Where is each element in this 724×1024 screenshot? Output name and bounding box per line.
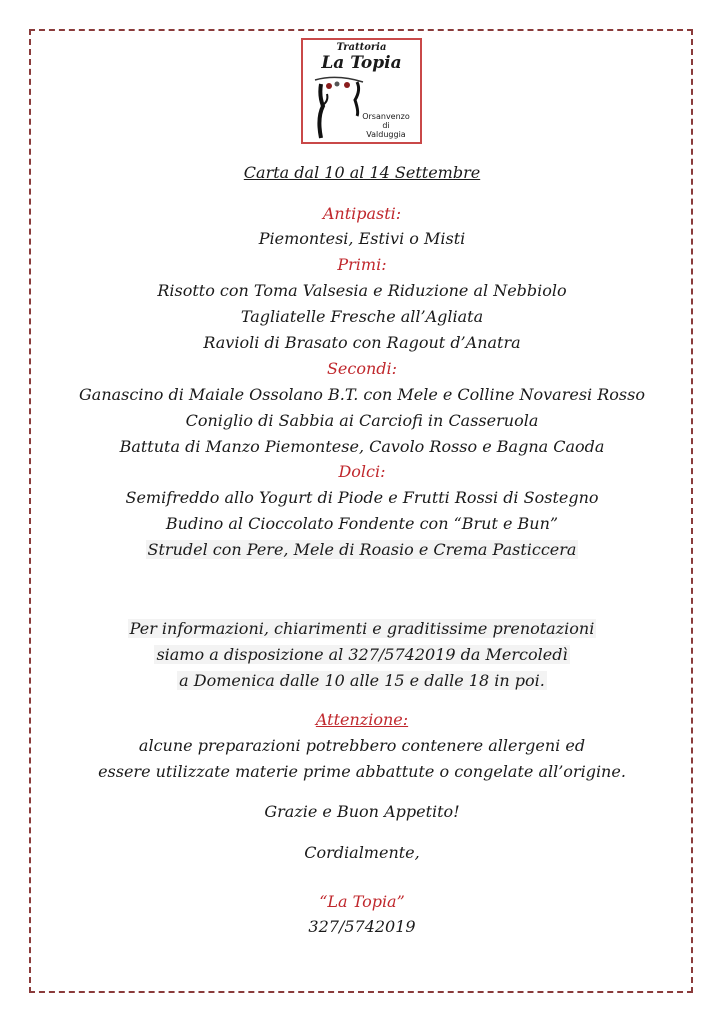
menu-item: Risotto con Toma Valsesia e Riduzione al Nebbiolo — [157, 281, 567, 300]
regards-text: Cordialmente, — [304, 843, 420, 862]
menu-item: Ganascino di Maiale Ossolano B.T. con Mele e Colline Novaresi Rosso — [79, 385, 645, 404]
menu-item: Budino al Cioccolato Fondente con “Brut e Bun” — [165, 514, 559, 533]
info-text: Per informazioni, chiarimenti e graditissime prenotazioni — [129, 619, 595, 638]
menu-item: Ravioli di Brasato con Ragout d’Anatra — [203, 333, 521, 352]
menu-item: Strudel con Pere, Mele di Roasio e Crema Pasticcera — [147, 540, 577, 559]
antipasti-heading: Antipasti: — [322, 204, 402, 223]
menu-item: Battuta di Manzo Piemontese, Cavolo Rosso e Bagna Caoda — [119, 437, 605, 456]
thanks-text: Grazie e Buon Appetito! — [264, 802, 460, 821]
menu-item: Coniglio di Sabbia ai Carciofi in Casseruola — [185, 411, 539, 430]
logo-title: La Topia — [321, 53, 402, 73]
dolci-heading: Dolci: — [338, 462, 386, 481]
restaurant-logo — [301, 38, 422, 144]
phone-number: 327/5742019 — [308, 917, 416, 936]
menu-item: Piemontesi, Estivi o Misti — [258, 229, 466, 248]
signature-name: “La Topia” — [319, 892, 405, 911]
menu-item: Tagliatelle Fresche all’Agliata — [240, 307, 484, 326]
attention-text: alcune preparazioni potrebbero contenere allergeni ed — [138, 736, 586, 755]
attention-text: essere utilizzate materie prime abbattute o congelate all’origine. — [98, 762, 626, 781]
secondi-heading: Secondi: — [326, 359, 398, 378]
info-text: siamo a disposizione al 327/5742019 da Mercoledì — [156, 645, 568, 664]
attention-heading: Attenzione: — [315, 710, 409, 729]
logo-location: Orsanvenzo di Valduggia — [362, 112, 410, 139]
menu-title: Carta dal 10 al 14 Settembre — [243, 163, 481, 182]
info-text: a Domenica dalle 10 alle 15 e dalle 18 in poi. — [179, 671, 545, 690]
primi-heading: Primi: — [337, 255, 387, 274]
menu-item: Semifreddo allo Yogurt di Piode e Frutti Rossi di Sostegno — [125, 488, 599, 507]
logo-subtitle: Trattoria — [336, 42, 387, 53]
